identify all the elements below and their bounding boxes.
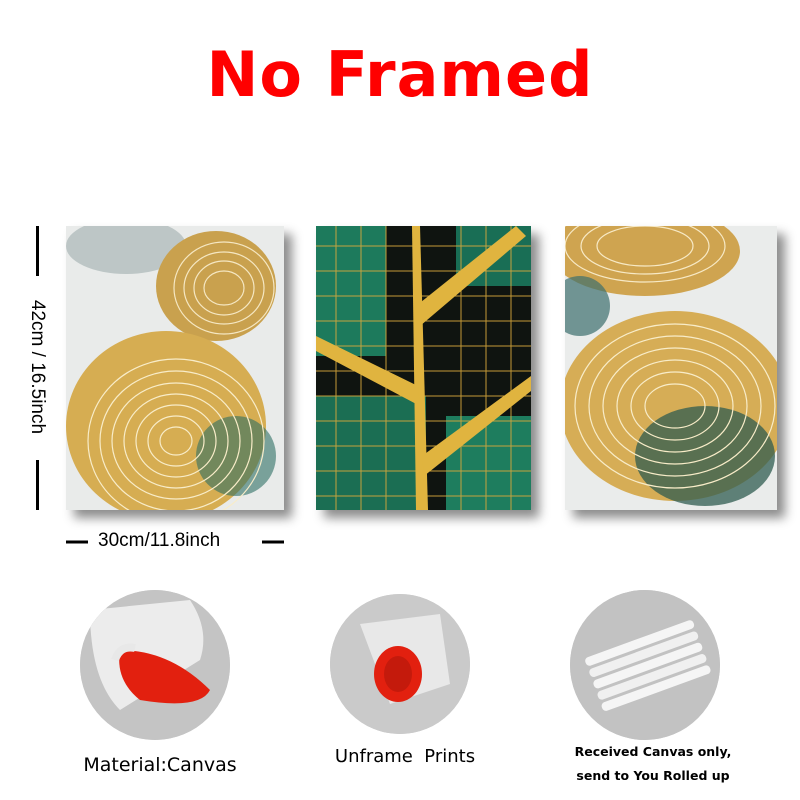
caption-rolled [548,740,758,788]
page-title: No Framed [206,38,594,111]
art-panel-middle [316,226,531,510]
width-label: 30cm/11.8inch [98,530,221,551]
art-panel-right [565,226,777,510]
rolled-print-photo [330,594,470,734]
art-panel-left [66,226,284,510]
rolled-tubes-photo [570,590,720,740]
caption-material: Material:Canvas [83,754,237,776]
caption-rolled-line1: Received Canvas only, [574,744,732,759]
canvas-material-photo [80,590,230,740]
height-label: 42cm / 16.5inch [27,299,48,435]
caption-rolled-line2: send to You Rolled up [576,768,730,783]
caption-unframe: Unframe Prints [334,746,476,767]
